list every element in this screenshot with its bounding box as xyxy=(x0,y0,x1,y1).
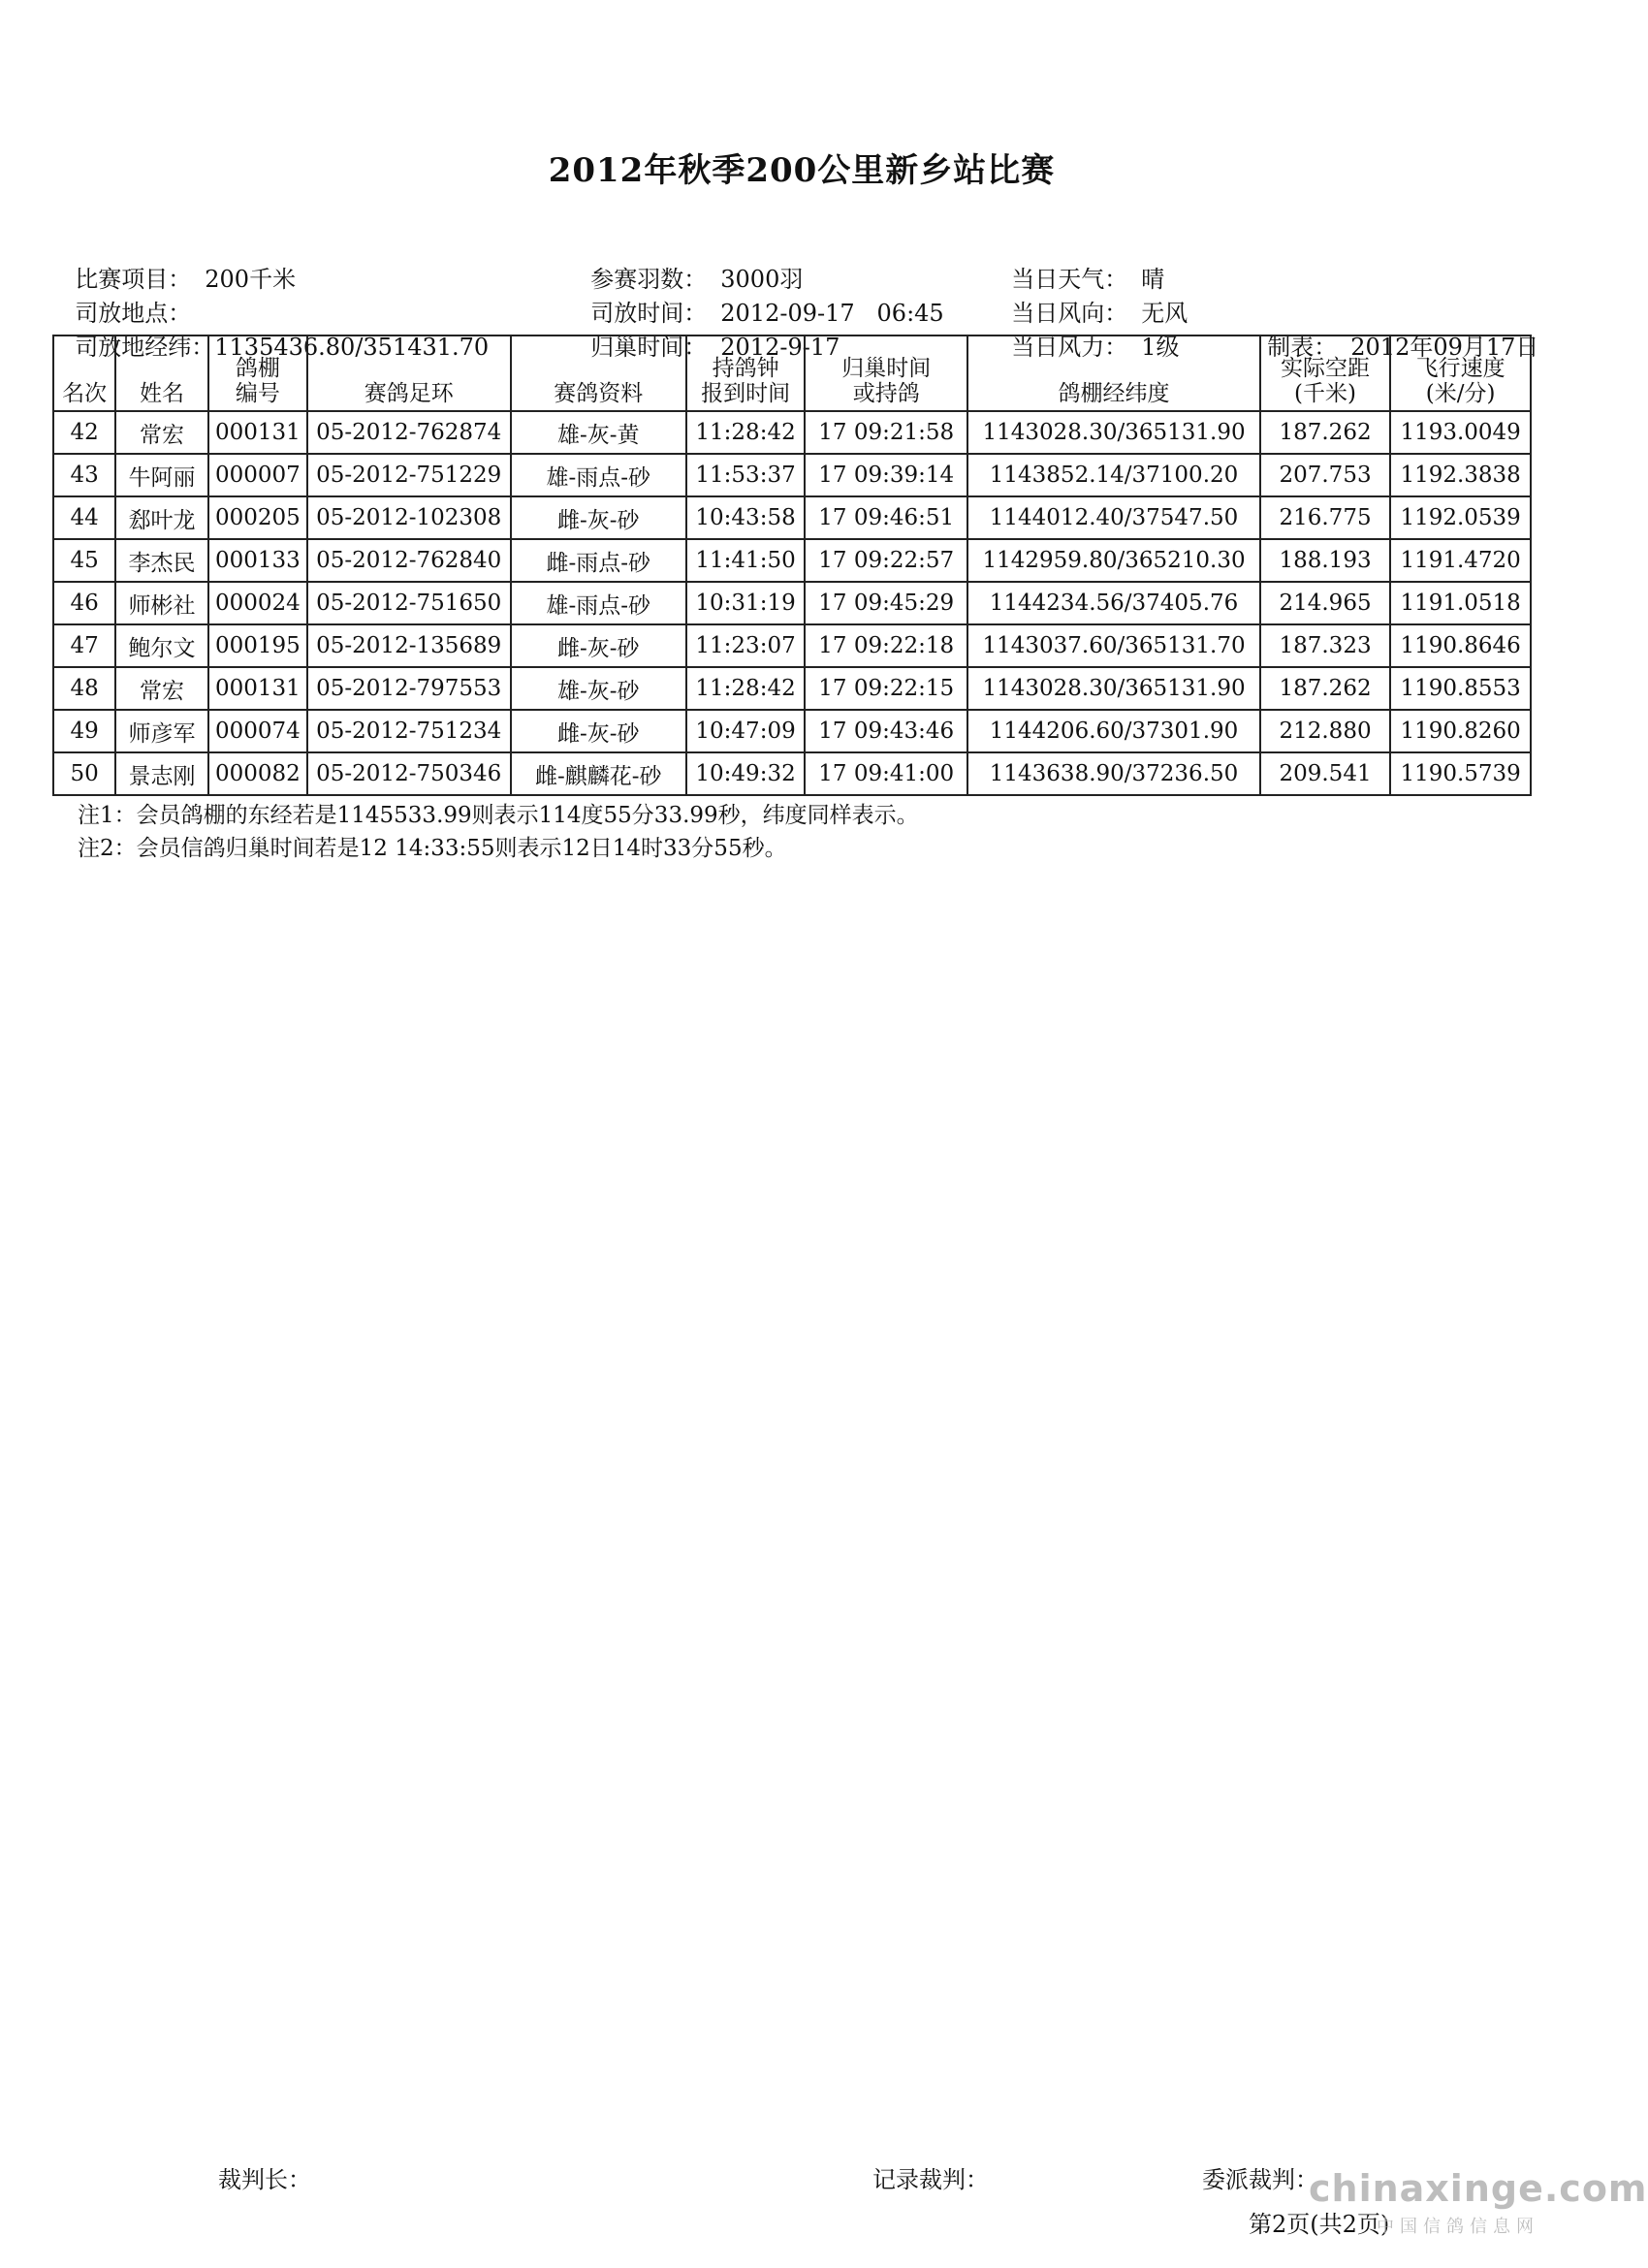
cell-speed: 1191.4720 xyxy=(1390,539,1531,582)
cell-ring: 05-2012-762840 xyxy=(307,539,511,582)
cell-speed: 1191.0518 xyxy=(1390,582,1531,624)
cell-rank: 49 xyxy=(53,710,115,752)
release-coord-value: 1135436.80/351431.70 xyxy=(214,334,490,361)
table-row xyxy=(53,496,1531,539)
cell-speed: 1190.8646 xyxy=(1390,624,1531,667)
cell-info: 雄-雨点-砂 xyxy=(511,582,686,624)
cell-coord: 1143852.14/37100.20 xyxy=(967,454,1260,496)
release-time-value: 2012-09-17 06:45 xyxy=(720,300,944,327)
wind-force-value: 1级 xyxy=(1141,334,1180,361)
page-title: 2012年秋季200公里新乡站比赛 xyxy=(548,151,1056,190)
cell-loft: 000195 xyxy=(208,624,307,667)
cell-info: 雄-灰-砂 xyxy=(511,667,686,710)
cell-ring: 05-2012-750346 xyxy=(307,752,511,795)
watermark-logo: chinaxinge.com xyxy=(1309,2167,1648,2210)
cell-name: 牛阿丽 xyxy=(115,454,208,496)
cell-loft: 000082 xyxy=(208,752,307,795)
cell-clock: 10:43:58 xyxy=(686,496,805,539)
table-row xyxy=(53,582,1531,624)
cell-coord: 1143638.90/37236.50 xyxy=(967,752,1260,795)
cell-coord: 1143028.30/365131.90 xyxy=(967,667,1260,710)
release-time-label: 司放时间： xyxy=(590,300,708,327)
return-time-value: 2012-9-17 xyxy=(720,334,840,361)
cell-name: 常宏 xyxy=(115,411,208,454)
cell-speed: 1192.0539 xyxy=(1390,496,1531,539)
cell-return: 17 09:46:51 xyxy=(805,496,967,539)
header-coord: 鸽棚经纬度 xyxy=(967,335,1260,411)
cell-name: 鲍尔文 xyxy=(115,624,208,667)
release-coord-label: 司放地经纬： xyxy=(75,334,215,361)
table-row xyxy=(53,411,1531,454)
cell-dist: 188.193 xyxy=(1260,539,1390,582)
cell-dist: 216.775 xyxy=(1260,496,1390,539)
cell-ring: 05-2012-135689 xyxy=(307,624,511,667)
cell-info: 雌-雨点-砂 xyxy=(511,539,686,582)
wind-direction-label: 当日风向： xyxy=(1011,300,1128,327)
cell-info: 雌-麒麟花-砂 xyxy=(511,752,686,795)
cell-name: 景志刚 xyxy=(115,752,208,795)
cell-info: 雄-灰-黄 xyxy=(511,411,686,454)
note-1: 注1：会员鸽棚的东经若是1145533.99则表示114度55分33.99秒，纬度同样表示。 xyxy=(78,803,919,828)
cell-ring: 05-2012-751234 xyxy=(307,710,511,752)
entries-label: 参赛羽数： xyxy=(590,266,708,293)
cell-name: 师彬社 xyxy=(115,582,208,624)
assigned-judge-label: 委派裁判： xyxy=(1202,2166,1318,2193)
cell-return: 17 09:41:00 xyxy=(805,752,967,795)
table-row xyxy=(53,539,1531,582)
header-rank: 名次 xyxy=(53,335,115,411)
cell-clock: 11:28:42 xyxy=(686,667,805,710)
header-clock: 持鸽钟 报到时间 xyxy=(686,335,805,411)
cell-rank: 45 xyxy=(53,539,115,582)
cell-loft: 000131 xyxy=(208,411,307,454)
release-place-label: 司放地点： xyxy=(75,300,192,327)
cell-ring: 05-2012-797553 xyxy=(307,667,511,710)
header-name: 姓名 xyxy=(115,335,208,411)
note-2: 注2：会员信鸽归巢时间若是12 14:33:55则表示12日14时33分55秒。 xyxy=(78,836,787,861)
cell-ring: 05-2012-762874 xyxy=(307,411,511,454)
chief-judge-label: 裁判长： xyxy=(218,2166,311,2193)
cell-rank: 47 xyxy=(53,624,115,667)
header-return: 归巢时间 或持鸽 xyxy=(805,335,967,411)
header-info: 赛鸽资料 xyxy=(511,335,686,411)
cell-name: 师彦军 xyxy=(115,710,208,752)
cell-loft: 000133 xyxy=(208,539,307,582)
header-ring: 赛鸽足环 xyxy=(307,335,511,411)
entries-value: 3000羽 xyxy=(720,266,804,293)
cell-coord: 1143028.30/365131.90 xyxy=(967,411,1260,454)
cell-speed: 1190.5739 xyxy=(1390,752,1531,795)
cell-ring: 05-2012-751650 xyxy=(307,582,511,624)
cell-coord: 1144012.40/37547.50 xyxy=(967,496,1260,539)
cell-dist: 187.323 xyxy=(1260,624,1390,667)
cell-coord: 1144206.60/37301.90 xyxy=(967,710,1260,752)
cell-dist: 209.541 xyxy=(1260,752,1390,795)
event-label: 比赛项目： xyxy=(75,266,192,293)
cell-ring: 05-2012-751229 xyxy=(307,454,511,496)
cell-clock: 11:41:50 xyxy=(686,539,805,582)
cell-dist: 187.262 xyxy=(1260,411,1390,454)
table-row xyxy=(53,752,1531,795)
header-loft-no: 鸽棚 编号 xyxy=(208,335,307,411)
cell-coord: 1142959.80/365210.30 xyxy=(967,539,1260,582)
cell-clock: 10:49:32 xyxy=(686,752,805,795)
cell-loft: 000074 xyxy=(208,710,307,752)
weather-label: 当日天气： xyxy=(1011,266,1128,293)
cell-return: 17 09:43:46 xyxy=(805,710,967,752)
cell-dist: 207.753 xyxy=(1260,454,1390,496)
cell-ring: 05-2012-102308 xyxy=(307,496,511,539)
cell-dist: 214.965 xyxy=(1260,582,1390,624)
record-judge-label: 记录裁判： xyxy=(872,2166,989,2193)
cell-info: 雄-雨点-砂 xyxy=(511,454,686,496)
cell-coord: 1144234.56/37405.76 xyxy=(967,582,1260,624)
cell-speed: 1192.3838 xyxy=(1390,454,1531,496)
cell-info: 雌-灰-砂 xyxy=(511,624,686,667)
cell-clock: 11:53:37 xyxy=(686,454,805,496)
table-row xyxy=(53,667,1531,710)
cell-loft: 000131 xyxy=(208,667,307,710)
cell-speed: 1190.8553 xyxy=(1390,667,1531,710)
cell-return: 17 09:45:29 xyxy=(805,582,967,624)
cell-rank: 46 xyxy=(53,582,115,624)
cell-rank: 44 xyxy=(53,496,115,539)
header-speed: 飞行速度 (米/分) xyxy=(1390,335,1531,411)
cell-rank: 42 xyxy=(53,411,115,454)
cell-name: 李杰民 xyxy=(115,539,208,582)
cell-rank: 48 xyxy=(53,667,115,710)
wind-force-label: 当日风力： xyxy=(1011,334,1128,361)
weather-value: 晴 xyxy=(1141,266,1165,293)
cell-loft: 000205 xyxy=(208,496,307,539)
cell-return: 17 09:39:14 xyxy=(805,454,967,496)
cell-loft: 000024 xyxy=(208,582,307,624)
cell-return: 17 09:22:18 xyxy=(805,624,967,667)
cell-return: 17 09:21:58 xyxy=(805,411,967,454)
watermark-subtitle: 中国信鸽信息网 xyxy=(1377,2217,1539,2237)
event-value: 200千米 xyxy=(205,266,297,293)
table-row xyxy=(53,454,1531,496)
table-header-row xyxy=(53,335,1531,411)
cell-name: 常宏 xyxy=(115,667,208,710)
cell-loft: 000007 xyxy=(208,454,307,496)
made-label: 制表： xyxy=(1267,334,1338,361)
cell-speed: 1193.0049 xyxy=(1390,411,1531,454)
cell-coord: 1143037.60/365131.70 xyxy=(967,624,1260,667)
made-value: 2012年09月17日 xyxy=(1350,334,1539,361)
table-row xyxy=(53,710,1531,752)
cell-clock: 11:23:07 xyxy=(686,624,805,667)
cell-clock: 10:47:09 xyxy=(686,710,805,752)
cell-rank: 50 xyxy=(53,752,115,795)
wind-direction-value: 无风 xyxy=(1141,300,1188,327)
cell-speed: 1190.8260 xyxy=(1390,710,1531,752)
cell-return: 17 09:22:57 xyxy=(805,539,967,582)
cell-clock: 11:28:42 xyxy=(686,411,805,454)
cell-clock: 10:31:19 xyxy=(686,582,805,624)
table-row xyxy=(53,624,1531,667)
cell-dist: 187.262 xyxy=(1260,667,1390,710)
cell-info: 雌-灰-砂 xyxy=(511,710,686,752)
return-time-label: 归巢时间： xyxy=(590,334,708,361)
cell-return: 17 09:22:15 xyxy=(805,667,967,710)
cell-name: 郄叶龙 xyxy=(115,496,208,539)
results-table xyxy=(52,335,1532,796)
header-distance: 实际空距 (千米) xyxy=(1260,335,1390,411)
page-number: 第2页(共2页) xyxy=(1249,2211,1390,2238)
cell-info: 雌-灰-砂 xyxy=(511,496,686,539)
cell-dist: 212.880 xyxy=(1260,710,1390,752)
cell-rank: 43 xyxy=(53,454,115,496)
